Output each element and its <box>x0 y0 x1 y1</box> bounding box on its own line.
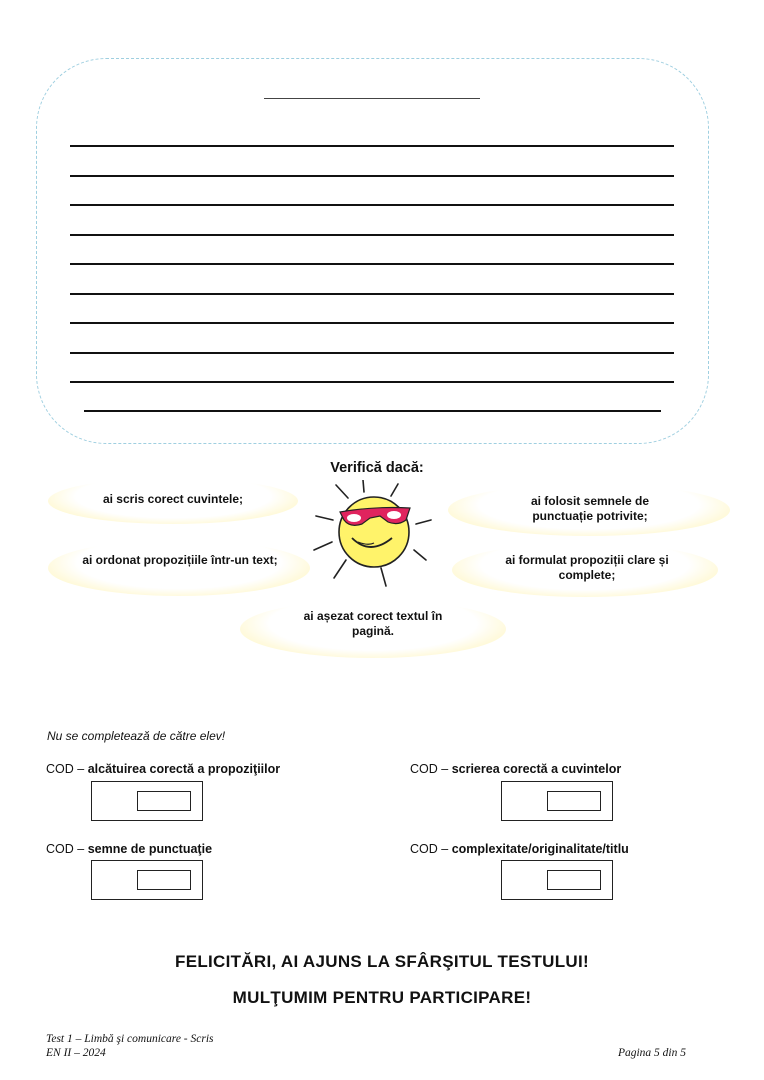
writing-line[interactable] <box>70 204 674 206</box>
teacher-only-note: Nu se completează de către elev! <box>47 729 226 743</box>
writing-line[interactable] <box>70 234 674 236</box>
writing-line[interactable] <box>84 410 661 412</box>
score-input-complexity[interactable] <box>547 870 601 890</box>
checklist-item-order: ai ordonat propozițiile într-un text; <box>82 553 278 567</box>
thank-you-message: MULŢUMIM PENTRU PARTICIPARE! <box>232 988 532 1007</box>
footer-test-name: Test 1 – Limbă şi comunicare - Scris <box>46 1033 214 1045</box>
writing-line[interactable] <box>70 322 674 324</box>
checklist-cloud <box>48 540 310 596</box>
footer-exam: EN II – 2024 <box>46 1047 106 1059</box>
score-box-complexity <box>501 860 613 900</box>
writing-line[interactable] <box>70 175 674 177</box>
checklist-item-clarity: ai formulat propoziții clare și complete; <box>505 553 669 582</box>
writing-line[interactable] <box>70 263 674 265</box>
writing-line[interactable] <box>70 352 674 354</box>
cod-label-sentences: COD – alcătuirea corectă a propoziţiilor <box>46 762 281 776</box>
sun-with-sunglasses-icon <box>308 480 438 590</box>
score-box-sentences <box>91 781 203 821</box>
checklist-item-punctuation: ai folosit semnele de punctuație potrivite; <box>530 494 650 523</box>
writing-line[interactable] <box>70 293 674 295</box>
score-box-spelling <box>501 781 613 821</box>
checklist-item-spelling: ai scris corect cuvintele; <box>102 492 244 506</box>
cod-label-punctuation: COD – semne de punctuaţie <box>46 842 213 856</box>
congratulations-message: FELICITĂRI, AI AJUNS LA SFÂRŞITUL TESTULUI! <box>175 952 589 971</box>
cod-label-spelling: COD – scrierea corectă a cuvintelor <box>410 762 622 776</box>
score-input-sentences[interactable] <box>137 791 191 811</box>
score-box-punctuation <box>91 860 203 900</box>
score-input-punctuation[interactable] <box>137 870 191 890</box>
writing-line[interactable] <box>70 381 674 383</box>
title-line[interactable] <box>264 98 480 99</box>
checklist-item-layout: ai așezat corect textul în pagină. <box>303 609 443 638</box>
footer-page-number: Pagina 5 din 5 <box>617 1047 686 1059</box>
writing-line[interactable] <box>70 145 674 147</box>
cod-label-complexity: COD – complexitate/originalitate/titlu <box>410 842 629 856</box>
writing-frame <box>36 58 709 444</box>
checklist-title: Verifică dacă: <box>316 456 438 482</box>
score-input-spelling[interactable] <box>547 791 601 811</box>
